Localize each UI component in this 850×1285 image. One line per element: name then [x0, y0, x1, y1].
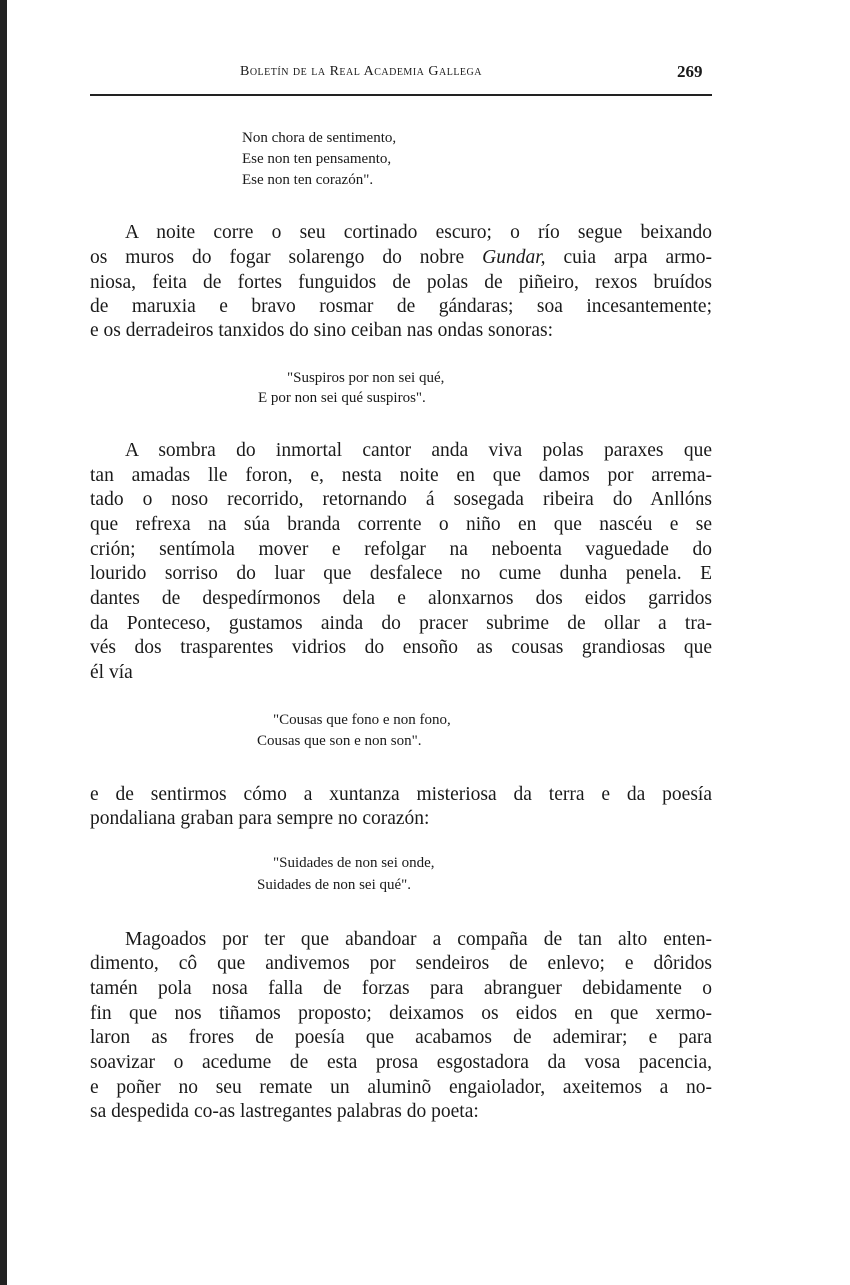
- text-line: soavizar o acedume de esta prosa esgostadora da vosa pacencia,: [90, 1052, 712, 1073]
- verse-line: Cousas que son e non son".: [257, 733, 422, 749]
- page-number: 269: [677, 62, 703, 81]
- text-line: A sombra do inmortal cantor anda viva polas paraxes que: [125, 440, 712, 461]
- text-line: él vía: [90, 662, 133, 683]
- text-line: tamén pola nosa falla de forzas para abranguer debidamente o: [90, 978, 712, 999]
- scan-edge: [0, 0, 7, 1285]
- verse-line: "Cousas que fono e non fono,: [273, 712, 451, 728]
- text-line: e de sentirmos cómo a xuntanza misteriosa da terra e da poesía: [90, 784, 712, 805]
- text-line: tado o noso recorrido, retornando á sosegada ribeira do Anllóns: [90, 489, 712, 510]
- verse-line: Ese non ten pensamento,: [242, 151, 392, 167]
- verse-line: Non chora de sentimento,: [242, 130, 397, 146]
- text-line: laron as frores de poesía que acabamos de ademirar; e para: [90, 1027, 712, 1048]
- italic-name: Gundar,: [482, 247, 546, 268]
- verse-line: "Suidades de non sei onde,: [273, 855, 435, 871]
- text-line: sa despedida co-as lastregantes palabras do poeta:: [90, 1101, 479, 1122]
- text-line: e poñer no seu remate un aluminõ engaiolador, axeitemos a no-: [90, 1077, 712, 1098]
- text-line: niosa, feita de fortes funguidos de polas de piñeiro, rexos bruídos: [90, 272, 712, 293]
- verse-line: Ese non ten corazón".: [242, 172, 374, 188]
- text-line: lourido sorriso do luar que desfalece no cume dunha penela. E: [90, 563, 712, 584]
- text-line: os muros do fogar solarengo do nobre Gundar, cuia arpa armo-: [90, 247, 713, 268]
- text-line: dantes de despedírmonos dela e alonxarnos dos eidos garridos: [90, 588, 712, 609]
- text-line: pondaliana graban para sempre no corazón:: [90, 808, 430, 829]
- text-line: dimento, cô que andivemos por sendeiros de enlevo; e dôridos: [90, 953, 712, 974]
- text-line: da Ponteceso, gustamos ainda do pracer subrime de ollar a tra-: [90, 613, 712, 634]
- text-line: Magoados por ter que abandoar a compaña de tan alto enten-: [125, 929, 712, 950]
- verse-line: E por non sei qué suspiros".: [258, 390, 426, 406]
- verse-line: "Suspiros por non sei qué,: [287, 370, 445, 386]
- text-line: tan amadas lle foron, e, nesta noite en que damos por arrema-: [90, 465, 712, 486]
- text-line: que refrexa na súa branda corrente o niño en que nascéu e se: [90, 514, 712, 535]
- text-line: A noite corre o seu cortinado escuro; o río segue beixando: [125, 222, 712, 243]
- text-line: e os derradeiros tanxidos do sino ceiban nas ondas sonoras:: [90, 320, 554, 341]
- running-title: Boletín de la Real Academia Gallega: [240, 64, 482, 79]
- text-line: de maruxia e bravo rosmar de gándaras; soa incesantemente;: [90, 296, 712, 317]
- text-line: fin que nos tiñamos proposto; deixamos os eidos en que xermo-: [90, 1003, 712, 1024]
- header-rule: [90, 94, 712, 96]
- verse-line: Suidades de non sei qué".: [257, 877, 412, 893]
- text-line: crión; sentímola mover e refolgar na neboenta vaguedade do: [90, 539, 712, 560]
- text-line: vés dos trasparentes vidrios do ensoño as cousas grandiosas que: [90, 637, 712, 658]
